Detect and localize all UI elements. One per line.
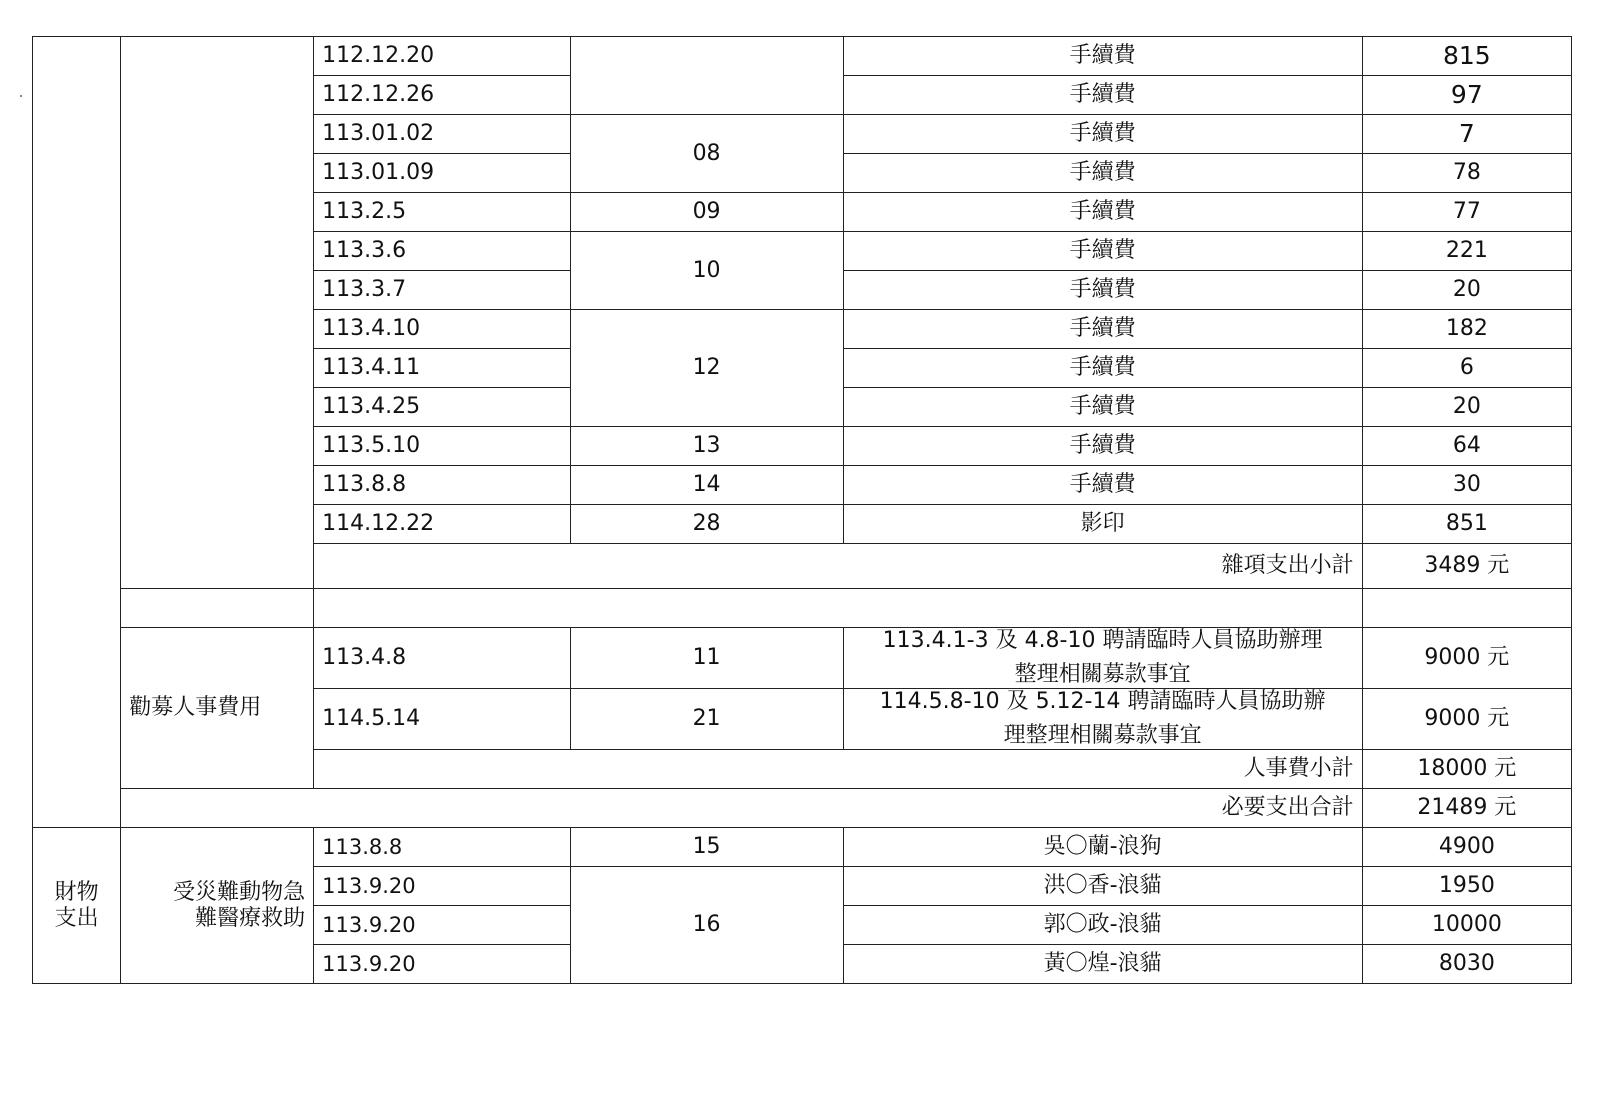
blank-cell	[314, 589, 1363, 628]
date-cell: 113.2.5	[314, 193, 571, 232]
amount-cell: 8030	[1362, 945, 1571, 984]
desc-cell: 手續費	[843, 388, 1362, 427]
personnel-category: 勸募人事費用	[121, 628, 314, 789]
amount-cell: 7	[1362, 115, 1571, 154]
blank-cell	[1362, 589, 1571, 628]
voucher-cell: 13	[570, 427, 843, 466]
scan-speck	[20, 95, 22, 97]
voucher-cell: 16	[570, 867, 843, 984]
desc-line: 理整理相關募款事宜	[1003, 723, 1202, 748]
blank-cell	[121, 589, 314, 628]
voucher-cell-empty	[570, 37, 843, 115]
amount-cell: 30	[1362, 466, 1571, 505]
group-line: 財物	[54, 879, 99, 905]
amount-cell: 9000 元	[1362, 628, 1571, 689]
voucher-cell: 14	[570, 466, 843, 505]
property-group-cell	[33, 828, 121, 984]
date-cell: 113.4.8	[314, 628, 571, 689]
voucher-cell: 09	[570, 193, 843, 232]
desc-line: 114.5.8-10 及 5.12-14 聘請臨時人員協助辦	[879, 689, 1326, 714]
table-row	[33, 628, 1572, 689]
desc-cell	[843, 689, 1362, 750]
desc-cell: 吳〇蘭-浪狗	[843, 828, 1362, 867]
date-cell: 113.01.02	[314, 115, 571, 154]
voucher-cell: 12	[570, 310, 843, 427]
date-cell: 113.8.8	[314, 466, 571, 505]
voucher-cell: 11	[570, 628, 843, 689]
blank-row	[33, 589, 1572, 628]
desc-cell: 郭〇政-浪貓	[843, 906, 1362, 945]
date-cell: 112.12.20	[314, 37, 571, 76]
amount-cell: 97	[1362, 76, 1571, 115]
amount-cell: 221	[1362, 232, 1571, 271]
desc-line: 113.4.1-3 及 4.8-10 聘請臨時人員協助辦理	[882, 628, 1323, 653]
property-expense-table	[32, 827, 1572, 984]
desc-cell: 手續費	[843, 76, 1362, 115]
date-cell: 113.3.7	[314, 271, 571, 310]
desc-cell: 手續費	[843, 271, 1362, 310]
date-cell: 113.8.8	[314, 828, 571, 867]
personnel-subtotal-amount: 18000 元	[1362, 750, 1571, 789]
desc-cell: 手續費	[843, 232, 1362, 271]
category-cell-blank	[121, 37, 314, 589]
desc-line: 整理相關募款事宜	[1014, 662, 1191, 687]
table-row	[33, 828, 1572, 867]
amount-cell: 77	[1362, 193, 1571, 232]
desc-cell	[843, 628, 1362, 689]
group-cell-blank	[33, 37, 121, 828]
misc-subtotal-amount: 3489 元	[1362, 544, 1571, 589]
amount-cell: 10000	[1362, 906, 1571, 945]
table-row	[33, 37, 1572, 76]
date-cell: 113.4.25	[314, 388, 571, 427]
necessary-total-amount: 21489 元	[1362, 789, 1571, 828]
desc-cell: 手續費	[843, 427, 1362, 466]
date-cell: 114.5.14	[314, 689, 571, 750]
desc-cell: 手續費	[843, 115, 1362, 154]
amount-cell: 182	[1362, 310, 1571, 349]
voucher-cell: 28	[570, 505, 843, 544]
date-cell: 113.5.10	[314, 427, 571, 466]
amount-cell: 64	[1362, 427, 1571, 466]
category-line: 受災難動物急	[173, 879, 306, 905]
voucher-cell: 08	[570, 115, 843, 193]
date-cell: 113.9.20	[314, 945, 571, 984]
necessary-total-label: 必要支出合計	[121, 789, 1362, 828]
amount-cell: 851	[1362, 505, 1571, 544]
desc-cell: 洪〇香-浪貓	[843, 867, 1362, 906]
date-cell: 113.3.6	[314, 232, 571, 271]
expense-ledger-table	[32, 36, 1572, 828]
amount-cell: 9000 元	[1362, 689, 1571, 750]
desc-cell: 手續費	[843, 37, 1362, 76]
date-cell: 114.12.22	[314, 505, 571, 544]
amount-cell: 1950	[1362, 867, 1571, 906]
group-line: 支出	[54, 905, 99, 931]
amount-cell: 815	[1362, 37, 1571, 76]
category-line: 難醫療救助	[195, 905, 306, 931]
voucher-cell: 21	[570, 689, 843, 750]
voucher-cell: 15	[570, 828, 843, 867]
desc-cell: 手續費	[843, 349, 1362, 388]
desc-cell: 影印	[843, 505, 1362, 544]
desc-cell: 手續費	[843, 310, 1362, 349]
date-cell: 113.9.20	[314, 906, 571, 945]
date-cell: 113.4.10	[314, 310, 571, 349]
desc-cell: 黃〇煌-浪貓	[843, 945, 1362, 984]
personnel-subtotal-label: 人事費小計	[314, 750, 1363, 789]
amount-cell: 6	[1362, 349, 1571, 388]
desc-cell: 手續費	[843, 154, 1362, 193]
misc-subtotal-label: 雜項支出小計	[314, 544, 1363, 589]
date-cell: 113.4.11	[314, 349, 571, 388]
amount-cell: 4900	[1362, 828, 1571, 867]
date-cell: 112.12.26	[314, 76, 571, 115]
voucher-cell: 10	[570, 232, 843, 310]
total-row	[33, 789, 1572, 828]
property-category-cell	[121, 828, 314, 984]
desc-cell: 手續費	[843, 466, 1362, 505]
desc-cell: 手續費	[843, 193, 1362, 232]
date-cell: 113.01.09	[314, 154, 571, 193]
amount-cell: 20	[1362, 271, 1571, 310]
date-cell: 113.9.20	[314, 867, 571, 906]
amount-cell: 78	[1362, 154, 1571, 193]
amount-cell: 20	[1362, 388, 1571, 427]
